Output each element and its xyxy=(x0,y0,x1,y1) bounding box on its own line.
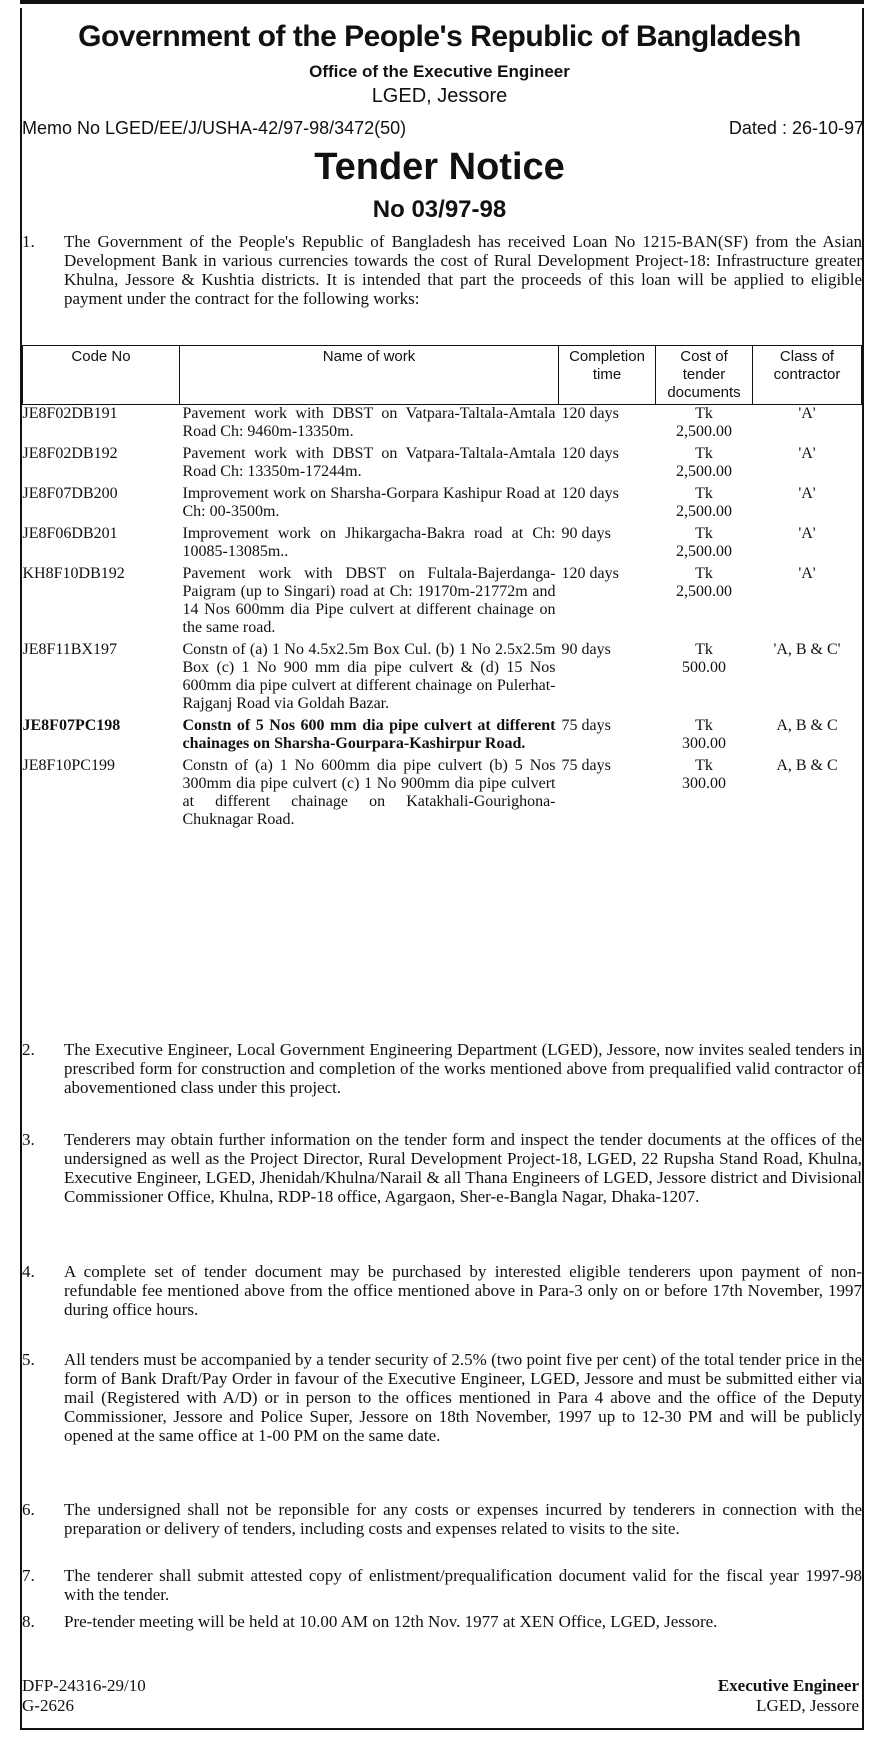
table-row xyxy=(23,445,862,485)
row-time: 90 days xyxy=(561,641,611,658)
row-cost xyxy=(656,525,753,565)
row-class: 'A' xyxy=(798,445,816,462)
paragraph-4 xyxy=(22,1262,862,1319)
cost-amount: 2,500.00 xyxy=(676,543,732,560)
paragraph-7 xyxy=(22,1566,862,1604)
signature-block xyxy=(718,1676,859,1716)
header-completion: Completion time xyxy=(559,346,656,405)
row-class: 'A' xyxy=(798,405,816,422)
cost-currency: Tk xyxy=(695,485,713,502)
row-class: 'A' xyxy=(798,485,816,502)
cost-amount: 2,500.00 xyxy=(676,583,732,600)
row-code: JE8F10PC199 xyxy=(22,757,115,774)
paragraph-8 xyxy=(22,1612,862,1631)
row-cost xyxy=(656,485,753,525)
cost-currency: Tk xyxy=(695,757,713,774)
signatory-title: Executive Engineer xyxy=(717,1676,859,1695)
paragraph-text: The Executive Engineer, Local Government Engineering Department (LGED), Jessore, now invites sealed tenders in prescribed form for construction and completion of the works mentioned above from prequalified valid contractor of abovementioned class under this project. xyxy=(64,1040,862,1097)
row-work: Constn of (a) 1 No 4.5x2.5m Box Cul. (b) 1 No 2.5x2.5m Box (c) 1 No 900 mm dia pipe culvert & (d) 15 Nos 600mm dia pipe culvert at different chainage on Pulerhat-Rajganj Road via Goldah Bazar. xyxy=(182,641,556,712)
row-time: 120 days xyxy=(561,565,619,582)
paragraph-text: The tenderer shall submit attested copy of enlistment/prequalification document valid for the fiscal year 1997-98 with the tender. xyxy=(64,1566,862,1604)
row-code: JE8F11BX197 xyxy=(22,641,118,658)
cost-currency: Tk xyxy=(695,565,713,582)
table-row xyxy=(23,525,862,565)
row-work: Constn of 5 Nos 600 mm dia pipe culvert at different chainages on Sharsha-Gourpara-Kashirpur Road. xyxy=(182,717,556,752)
paragraph-text: The undersigned shall not be reponsible for any costs or expenses incurred by tenderers in connection with the preparation or delivery of tenders, including costs and expenses related to visits to the site. xyxy=(64,1500,862,1538)
top-border xyxy=(20,0,864,4)
row-cost xyxy=(656,405,753,446)
paragraph-text: The Government of the People's Republic of Bangladesh has received Loan No 1215-BAN(SF) from the Asian Development Bank in various currencies towards the cost of Rural Development Project-18: Infrastructure greater Khulna, Jessore & Kushtia districts. It is intended that part the proceeds of this loan will be applied to eligible payment under the contract for the following works: xyxy=(64,232,862,308)
row-time: 75 days xyxy=(561,757,611,774)
office-location: LGED, Jessore xyxy=(371,85,508,107)
page-title: Tender Notice xyxy=(314,146,565,188)
row-time: 75 days xyxy=(561,717,611,734)
row-code: JE8F07PC198 xyxy=(22,717,121,734)
row-work: Improvement work on Sharsha-Gorpara Kashipur Road at Ch: 00-3500m. xyxy=(182,485,556,520)
cost-amount: 500.00 xyxy=(682,659,726,676)
cost-currency: Tk xyxy=(695,525,713,542)
row-class: A, B & C xyxy=(776,717,838,734)
paragraph-number: 2. xyxy=(22,1040,35,1059)
cost-currency: Tk xyxy=(695,641,713,658)
memo-number: Memo No LGED/EE/J/USHA-42/97-98/3472(50) xyxy=(22,118,407,138)
paragraph-number: 7. xyxy=(22,1566,35,1585)
table-header-row xyxy=(23,346,862,405)
paragraph-1 xyxy=(22,232,862,308)
row-time: 120 days xyxy=(561,405,619,422)
cost-currency: Tk xyxy=(695,717,713,734)
cost-amount: 300.00 xyxy=(682,735,726,752)
cost-currency: Tk xyxy=(695,445,713,462)
row-work: Pavement work with DBST on Vatpara-Taltala-Amtala Road Ch: 13350m-17244m. xyxy=(182,445,556,480)
reference-g: G-2626 xyxy=(22,1696,74,1715)
paragraph-number: 4. xyxy=(22,1262,35,1281)
reference-dfp: DFP-24316-29/10 xyxy=(22,1676,146,1695)
row-cost xyxy=(656,717,753,757)
row-cost xyxy=(656,565,753,641)
paragraph-5 xyxy=(22,1350,862,1445)
notice-number: No 03/97-98 xyxy=(372,196,507,223)
government-heading: Government of the People's Republic of Bangladesh xyxy=(78,20,801,53)
table-row xyxy=(23,405,862,446)
paragraph-3 xyxy=(22,1130,862,1206)
row-class: 'A, B & C' xyxy=(773,641,841,658)
cost-amount: 2,500.00 xyxy=(676,503,732,520)
signatory-office: LGED, Jessore xyxy=(756,1696,859,1715)
row-cost xyxy=(656,445,753,485)
table-row xyxy=(23,641,862,717)
header-code: Code No xyxy=(23,346,180,405)
row-code: KH8F10DB192 xyxy=(22,565,125,582)
row-cost xyxy=(656,757,753,833)
paragraph-text: Pre-tender meeting will be held at 10.00 AM on 12th Nov. 1977 at XEN Office, LGED, Jessore. xyxy=(64,1612,718,1631)
row-code: JE8F02DB192 xyxy=(22,445,118,462)
cost-amount: 2,500.00 xyxy=(676,463,732,480)
row-code: JE8F06DB201 xyxy=(22,525,118,542)
paragraph-6 xyxy=(22,1500,862,1538)
paragraph-text: Tenderers may obtain further information on the tender form and inspect the tender documents at the offices of the undersigned as well as the Project Director, Rural Development Project-18, LGED, 22 Rupsha Stand Road, Khulna, Executive Engineer, LGED, Jhenidah/Khulna/Narail & all Thana Engineers of LGED, Jessore district and Divisional Commissioner Office, Khulna, RDP-18 office, Agargaon, Sher-e-Bangla Nagar, Dhaka-1207. xyxy=(64,1130,862,1206)
row-class: 'A' xyxy=(798,565,816,582)
footer-references xyxy=(22,1676,146,1716)
row-code: JE8F02DB191 xyxy=(22,405,118,422)
row-work: Constn of (a) 1 No 600mm dia pipe culvert (b) 5 Nos 300mm dia pipe culvert (c) 1 No 900mm dia pipe culvert at different chainage on Katakhali-Gourighona-Chuknagar Road. xyxy=(182,757,556,828)
table-row xyxy=(23,757,862,833)
paragraph-number: 1. xyxy=(22,232,35,251)
row-work: Improvement work on Jhikargacha-Bakra road at Ch: 10085-13085m.. xyxy=(182,525,556,560)
row-time: 120 days xyxy=(561,445,619,462)
row-class: 'A' xyxy=(798,525,816,542)
header-cost: Cost of tender documents xyxy=(656,346,753,405)
paragraph-number: 6. xyxy=(22,1500,35,1519)
table-row xyxy=(23,485,862,525)
row-work: Pavement work with DBST on Fultala-Bajerdanga-Paigram (up to Singari) road at Ch: 19170m-21772m and 14 Nos 600mm dia Pipe culvert at different chainage on the same road. xyxy=(182,565,556,636)
office-heading: Office of the Executive Engineer xyxy=(309,62,570,81)
paragraph-2 xyxy=(22,1040,862,1097)
notice-date: Dated : 26-10-97 xyxy=(728,118,864,138)
paragraph-number: 8. xyxy=(22,1612,35,1631)
header-name: Name of work xyxy=(180,346,559,405)
row-class: A, B & C xyxy=(776,757,838,774)
cost-currency: Tk xyxy=(695,405,713,422)
paragraph-text: All tenders must be accompanied by a tender security of 2.5% (two point five per cent) of the total tender price in the form of Bank Draft/Pay Order in favour of the Executive Engineer, LGED, Jessore and must be submitted either via mail (Registered with A/D) or in person to the offices mentioned in Para 4 above and the office of the Deputy Commissioner, Jessore and Police Super, Jessore on 18th November, 1997 up to 12-30 PM and will be publicly opened at the same office at 1-00 PM on the same date. xyxy=(64,1350,862,1445)
paragraph-text: A complete set of tender document may be purchased by interested eligible tenderers upon payment of non-refundable fee mentioned above from the office mentioned above in Para-3 only on or before 17th November, 1997 during office hours. xyxy=(64,1262,862,1319)
header-class: Class of contractor xyxy=(753,346,862,405)
row-time: 90 days xyxy=(561,525,611,542)
paragraph-number: 5. xyxy=(22,1350,35,1369)
cost-amount: 300.00 xyxy=(682,775,726,792)
paragraph-number: 3. xyxy=(22,1130,35,1149)
cost-amount: 2,500.00 xyxy=(676,423,732,440)
row-work: Pavement work with DBST on Vatpara-Taltala-Amtala Road Ch: 9460m-13350m. xyxy=(182,405,556,440)
row-cost xyxy=(656,641,753,717)
table-row xyxy=(23,565,862,641)
row-code: JE8F07DB200 xyxy=(22,485,118,502)
row-time: 120 days xyxy=(561,485,619,502)
works-table xyxy=(22,345,862,833)
table-row xyxy=(23,717,862,757)
